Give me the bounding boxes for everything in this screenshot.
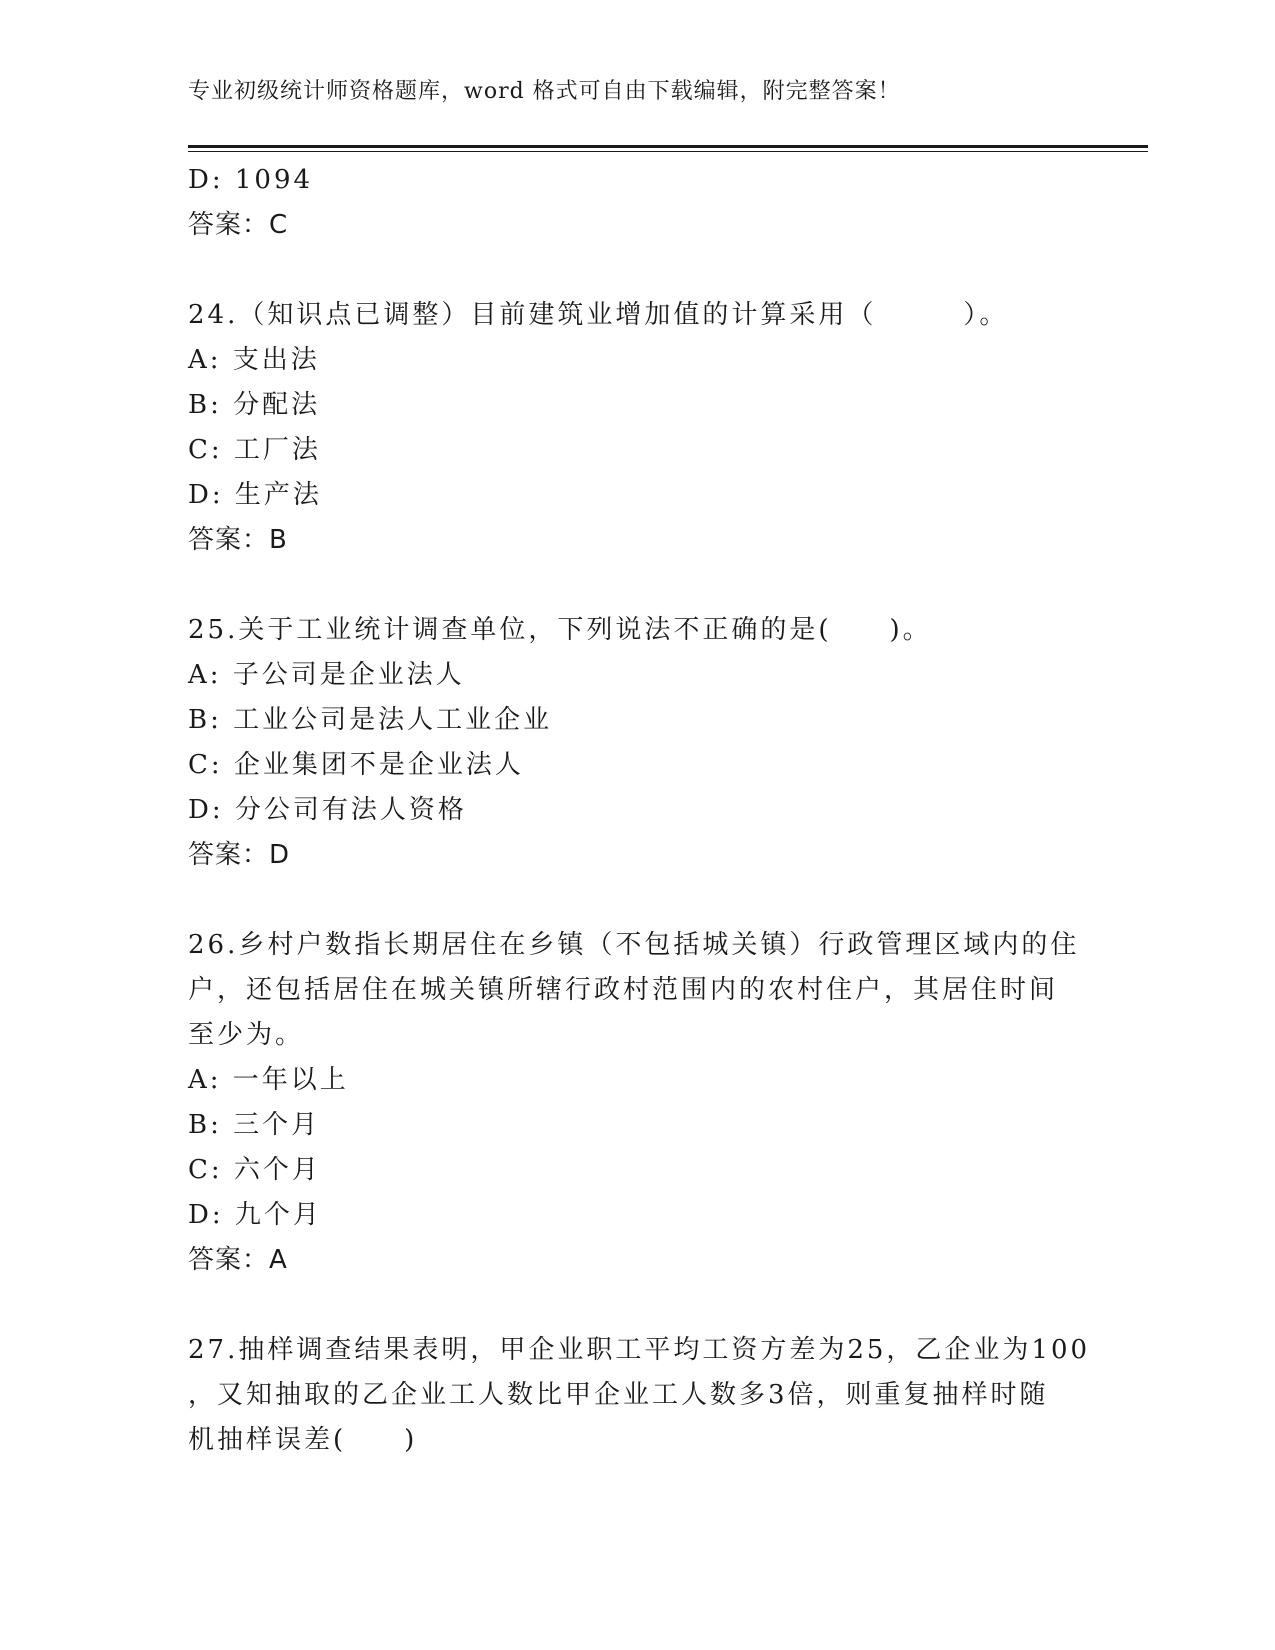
option-c: C: 六个月: [188, 1155, 321, 1185]
header-rule-thin: [188, 151, 1148, 152]
carryover-answer: 答案：C: [188, 210, 289, 240]
spacer: [188, 878, 1088, 923]
option-b: B: 分配法: [188, 390, 321, 420]
question-stem-line-1: 26.乡村户数指长期居住在乡镇（不包括城关镇）行政管理区域内的住: [188, 930, 1080, 960]
document-body: [188, 158, 1091, 1463]
question-stem: 24.（知识点已调整）目前建筑业增加值的计算采用（ ）。: [188, 300, 1009, 330]
question-stem-line-2: 户，还包括居住在城关镇所辖行政村范围内的农村住户，其居住时间: [188, 975, 1059, 1005]
answer: 答案：A: [188, 1245, 288, 1275]
option-c: C: 工厂法: [188, 435, 321, 465]
question-26: [188, 923, 1088, 1283]
spacer: [188, 1283, 1088, 1328]
question-24: [188, 293, 1088, 563]
question-27: [188, 1328, 1091, 1463]
option-d: D: 分公司有法人资格: [188, 795, 467, 825]
question-25: [188, 608, 1088, 878]
spacer: [188, 248, 1088, 293]
answer: 答案：B: [188, 525, 288, 555]
option-b: B: 三个月: [188, 1110, 321, 1140]
option-b: B: 工业公司是法人工业企业: [188, 705, 553, 735]
question-stem-line-3: 至少为。: [188, 1020, 305, 1050]
page-header: 专业初级统计师资格题库，word 格式可自由下载编辑，附完整答案！: [188, 79, 901, 104]
answer: 答案：D: [188, 840, 291, 870]
spacer: [188, 563, 1088, 608]
header-rule-thick: [188, 145, 1148, 148]
question-stem-line-2: ，又知抽取的乙企业工人数比甲企业工人数多3倍，则重复抽样时随: [188, 1380, 1049, 1410]
option-a: A: 支出法: [188, 345, 320, 375]
question-stem: 25.关于工业统计调查单位，下列说法不正确的是( )。: [188, 615, 932, 645]
option-d: D: 生产法: [188, 480, 322, 510]
option-d: D: 九个月: [188, 1200, 322, 1230]
question-stem-line-3: 机抽样误差( ): [188, 1425, 418, 1455]
option-c: C: 企业集团不是企业法人: [188, 750, 524, 780]
option-a: A: 子公司是企业法人: [188, 660, 465, 690]
question-stem-line-1: 27.抽样调查结果表明，甲企业职工平均工资方差为25，乙企业为100: [188, 1335, 1091, 1365]
carryover-option-d: D: 1094: [188, 165, 314, 195]
option-a: A: 一年以上: [188, 1065, 349, 1095]
